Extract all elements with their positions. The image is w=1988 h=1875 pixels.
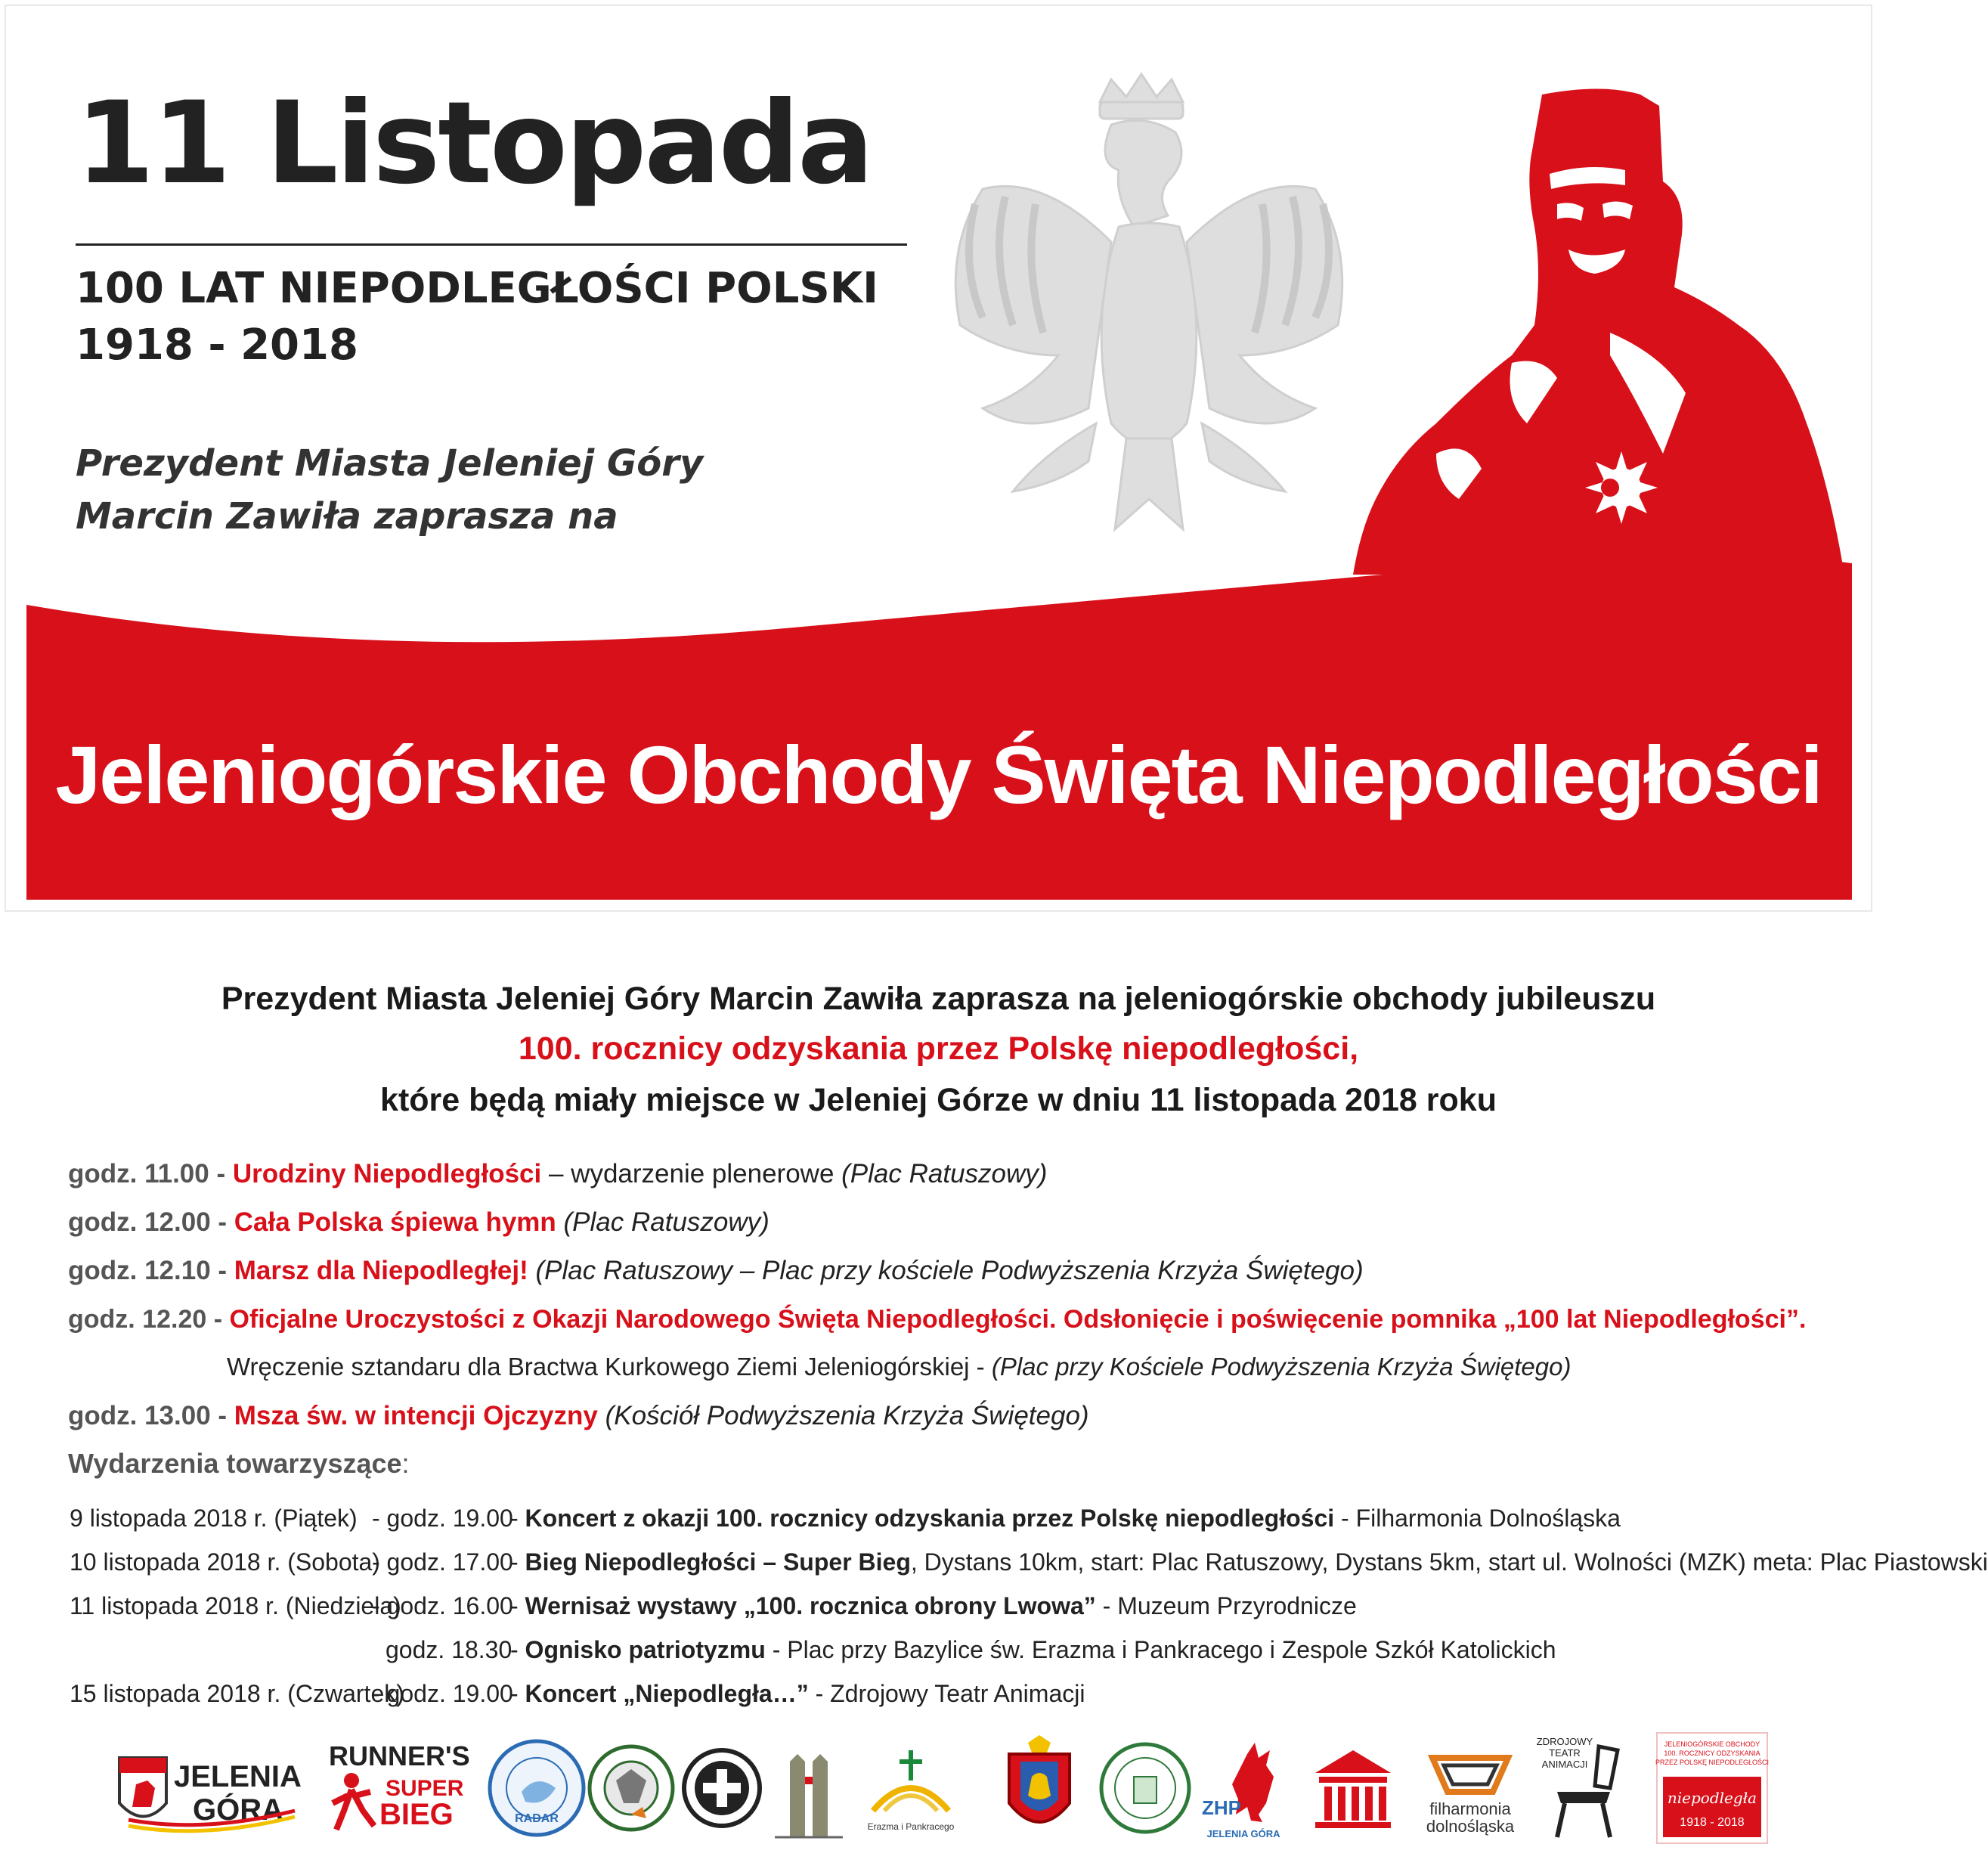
- side-event: - Koncert z okazji 100. rocznicy odzyskania przez Polskę niepodległości - Filharmonia Dolnośląska: [510, 1505, 1621, 1532]
- schedule-rest: [556, 1207, 564, 1237]
- filharmonia-logo: [1414, 1731, 1527, 1845]
- schedule-place: (Kościół Podwyższenia Krzyża Świętego): [605, 1401, 1089, 1430]
- schedule-item: [68, 1207, 769, 1238]
- white-eagle-icon: [955, 74, 1342, 529]
- svg-text:ANIMACJI: ANIMACJI: [1541, 1759, 1588, 1770]
- svg-text:ZDROJOWY: ZDROJOWY: [1536, 1736, 1593, 1747]
- schedule-event: Urodziny Niepodległości: [232, 1159, 542, 1189]
- basilica-logo: [767, 1731, 850, 1845]
- invite-line-1: Prezydent Miasta Jeleniej Góry: [76, 442, 704, 485]
- svg-text:JELENIA: JELENIA: [174, 1760, 302, 1793]
- museum-logo: [1308, 1731, 1398, 1845]
- intro-line-1: Prezydent Miasta Jeleniej Góry Marcin Zawiła zaprasza na jeleniogórskie obchody jubileuszu: [221, 981, 1656, 1017]
- svg-text:TEATR: TEATR: [1549, 1747, 1581, 1759]
- side-event: - Bieg Niepodległości – Super Bieg, Dystans 10km, start: Plac Ratuszowy, Dystans 5km, start ul. Wolności (MZK) meta: Plac Piastowski: [510, 1548, 1988, 1576]
- schedule-item: [68, 1305, 1806, 1334]
- side-event-time: - godz. 17.00: [372, 1548, 513, 1576]
- side-event-date: 15 listopada 2018 r. (Czwartek): [70, 1680, 404, 1707]
- side-event-date: 9 listopada 2018 r. (Piątek): [70, 1505, 358, 1532]
- svg-text:Erazma i Pankracego: Erazma i Pankracego: [867, 1821, 955, 1832]
- schedule-time: godz. 12.00 -: [68, 1207, 234, 1237]
- intro-line-3: które będą miały miejsce w Jeleniej Górze w dniu 11 listopada 2018 roku: [380, 1082, 1497, 1118]
- school-emblem-icon: [1096, 1731, 1194, 1845]
- side-event-time: godz. 18.30: [386, 1636, 512, 1663]
- cross-emblem-icon: [680, 1731, 763, 1845]
- schedule-event: Msza św. w intencji Ojczyzny: [234, 1401, 598, 1430]
- association-emblem-icon: [586, 1731, 677, 1845]
- coat-of-arms-icon: [998, 1731, 1081, 1845]
- svg-text:JELENIOGÓRSKIE OBCHODY: JELENIOGÓRSKIE OBCHODY: [1664, 1740, 1760, 1748]
- radar-logo: [484, 1731, 590, 1845]
- schedule-time: godz. 13.00 -: [68, 1401, 234, 1430]
- title-divider: [76, 243, 907, 246]
- schedule-item: [68, 1256, 1364, 1286]
- side-event-date: 10 listopada 2018 r. (Sobota): [70, 1548, 380, 1576]
- schedule-place: (Plac Ratuszowy): [563, 1207, 769, 1237]
- page-title: 11 Listopada: [76, 78, 872, 209]
- teatr-animacji-logo: [1534, 1731, 1633, 1845]
- svg-text:PRZEZ POLSKĘ NIEPODLEGŁOŚCI: PRZEZ POLSKĘ NIEPODLEGŁOŚCI: [1655, 1759, 1770, 1766]
- schedule-rest: – wydarzenie plenerowe: [541, 1159, 842, 1189]
- jelenia-gora-logo: [113, 1731, 302, 1845]
- svg-text:ZHP: ZHP: [1202, 1796, 1241, 1819]
- side-event-time: - godz. 19.00: [372, 1505, 513, 1532]
- side-event-time: - godz. 19.00: [372, 1680, 513, 1707]
- side-event: - Koncert „Niepodległa…” - Zdrojowy Teatr Animacji: [510, 1680, 1085, 1707]
- svg-text:SUPER: SUPER: [386, 1776, 464, 1801]
- svg-text:BIEG: BIEG: [379, 1798, 454, 1831]
- subtitle: 100 LAT NIEPODLEGŁOŚCI POLSKI: [76, 264, 878, 313]
- accompanying-heading: Wydarzenia towarzyszące:: [68, 1448, 410, 1479]
- svg-text:100. ROCZNICY ODZYSKANIA: 100. ROCZNICY ODZYSKANIA: [1664, 1749, 1760, 1757]
- schedule-event: Marsz dla Niepodległej!: [234, 1256, 528, 1285]
- continuation-text: Wręczenie sztandaru dla Bractwa Kurkowego Ziemi Jeleniogórskiej -: [227, 1353, 992, 1381]
- continuation-place: (Plac przy Kościele Podwyższenia Krzyża Świętego): [991, 1353, 1572, 1381]
- portrait-silhouette: [1353, 89, 1844, 575]
- schedule-item: [68, 1159, 1047, 1189]
- svg-text:dolnośląska: dolnośląska: [1426, 1817, 1515, 1836]
- zhp-logo: [1194, 1731, 1293, 1845]
- side-event-date: 11 listopada 2018 r. (Niedziela): [70, 1592, 401, 1619]
- schedule-time: godz. 11.00 -: [68, 1159, 233, 1189]
- schedule-place: (Plac Ratuszowy – Plac przy kościele Podwyższenia Krzyża Świętego): [535, 1256, 1364, 1285]
- schedule-event: Oficjalne Uroczystości z Okazji Narodowego Święta Niepodległości. Odsłonięcie i poświęcenie pomnika „100 lat Niepodległości”.: [229, 1305, 1807, 1334]
- side-event: - Ognisko patriotyzmu - Plac przy Bazylice św. Erazma i Pankracego i Zespole Szkół Katolickich: [510, 1636, 1556, 1663]
- svg-text:niepodległa: niepodległa: [1667, 1789, 1757, 1807]
- schedule-continuation: [227, 1353, 1571, 1381]
- obchody-logo: [1655, 1731, 1769, 1845]
- svg-text:1918 - 2018: 1918 - 2018: [1680, 1816, 1745, 1829]
- side-event-time: - godz. 16.00: [372, 1592, 513, 1619]
- svg-text:RUNNER'S: RUNNER'S: [329, 1740, 470, 1771]
- schedule-rest: [598, 1401, 605, 1430]
- svg-text:GÓRA: GÓRA: [193, 1793, 283, 1827]
- svg-text:filharmonia: filharmonia: [1429, 1799, 1511, 1818]
- years: 1918 - 2018: [76, 321, 358, 370]
- schedule-time: godz. 12.20 -: [68, 1305, 230, 1334]
- schedule-time: godz. 12.10 -: [68, 1256, 234, 1285]
- schedule-item: [68, 1401, 1089, 1431]
- schedule-event: Cała Polska śpiewa hymn: [234, 1207, 556, 1237]
- svg-text:JELENIA GÓRA: JELENIA GÓRA: [1206, 1828, 1280, 1839]
- svg-text:RADAR: RADAR: [515, 1812, 559, 1825]
- erazm-pankracy-logo: [858, 1731, 964, 1845]
- intro-line-2: 100. rocznicy odzyskania przez Polskę niepodległości,: [518, 1030, 1359, 1067]
- invite-line-2: Marcin Zawiła zaprasza na: [76, 495, 618, 538]
- side-event: - Wernisaż wystawy „100. rocznica obrony Lwowa” - Muzeum Przyrodnicze: [510, 1592, 1357, 1619]
- sponsor-logos: [113, 1731, 1776, 1852]
- runners-super-bieg-logo: [325, 1731, 470, 1845]
- banner-title: Jeleniogórskie Obchody Święta Niepodległości: [55, 729, 1822, 820]
- schedule-place: (Plac Ratuszowy): [841, 1159, 1048, 1189]
